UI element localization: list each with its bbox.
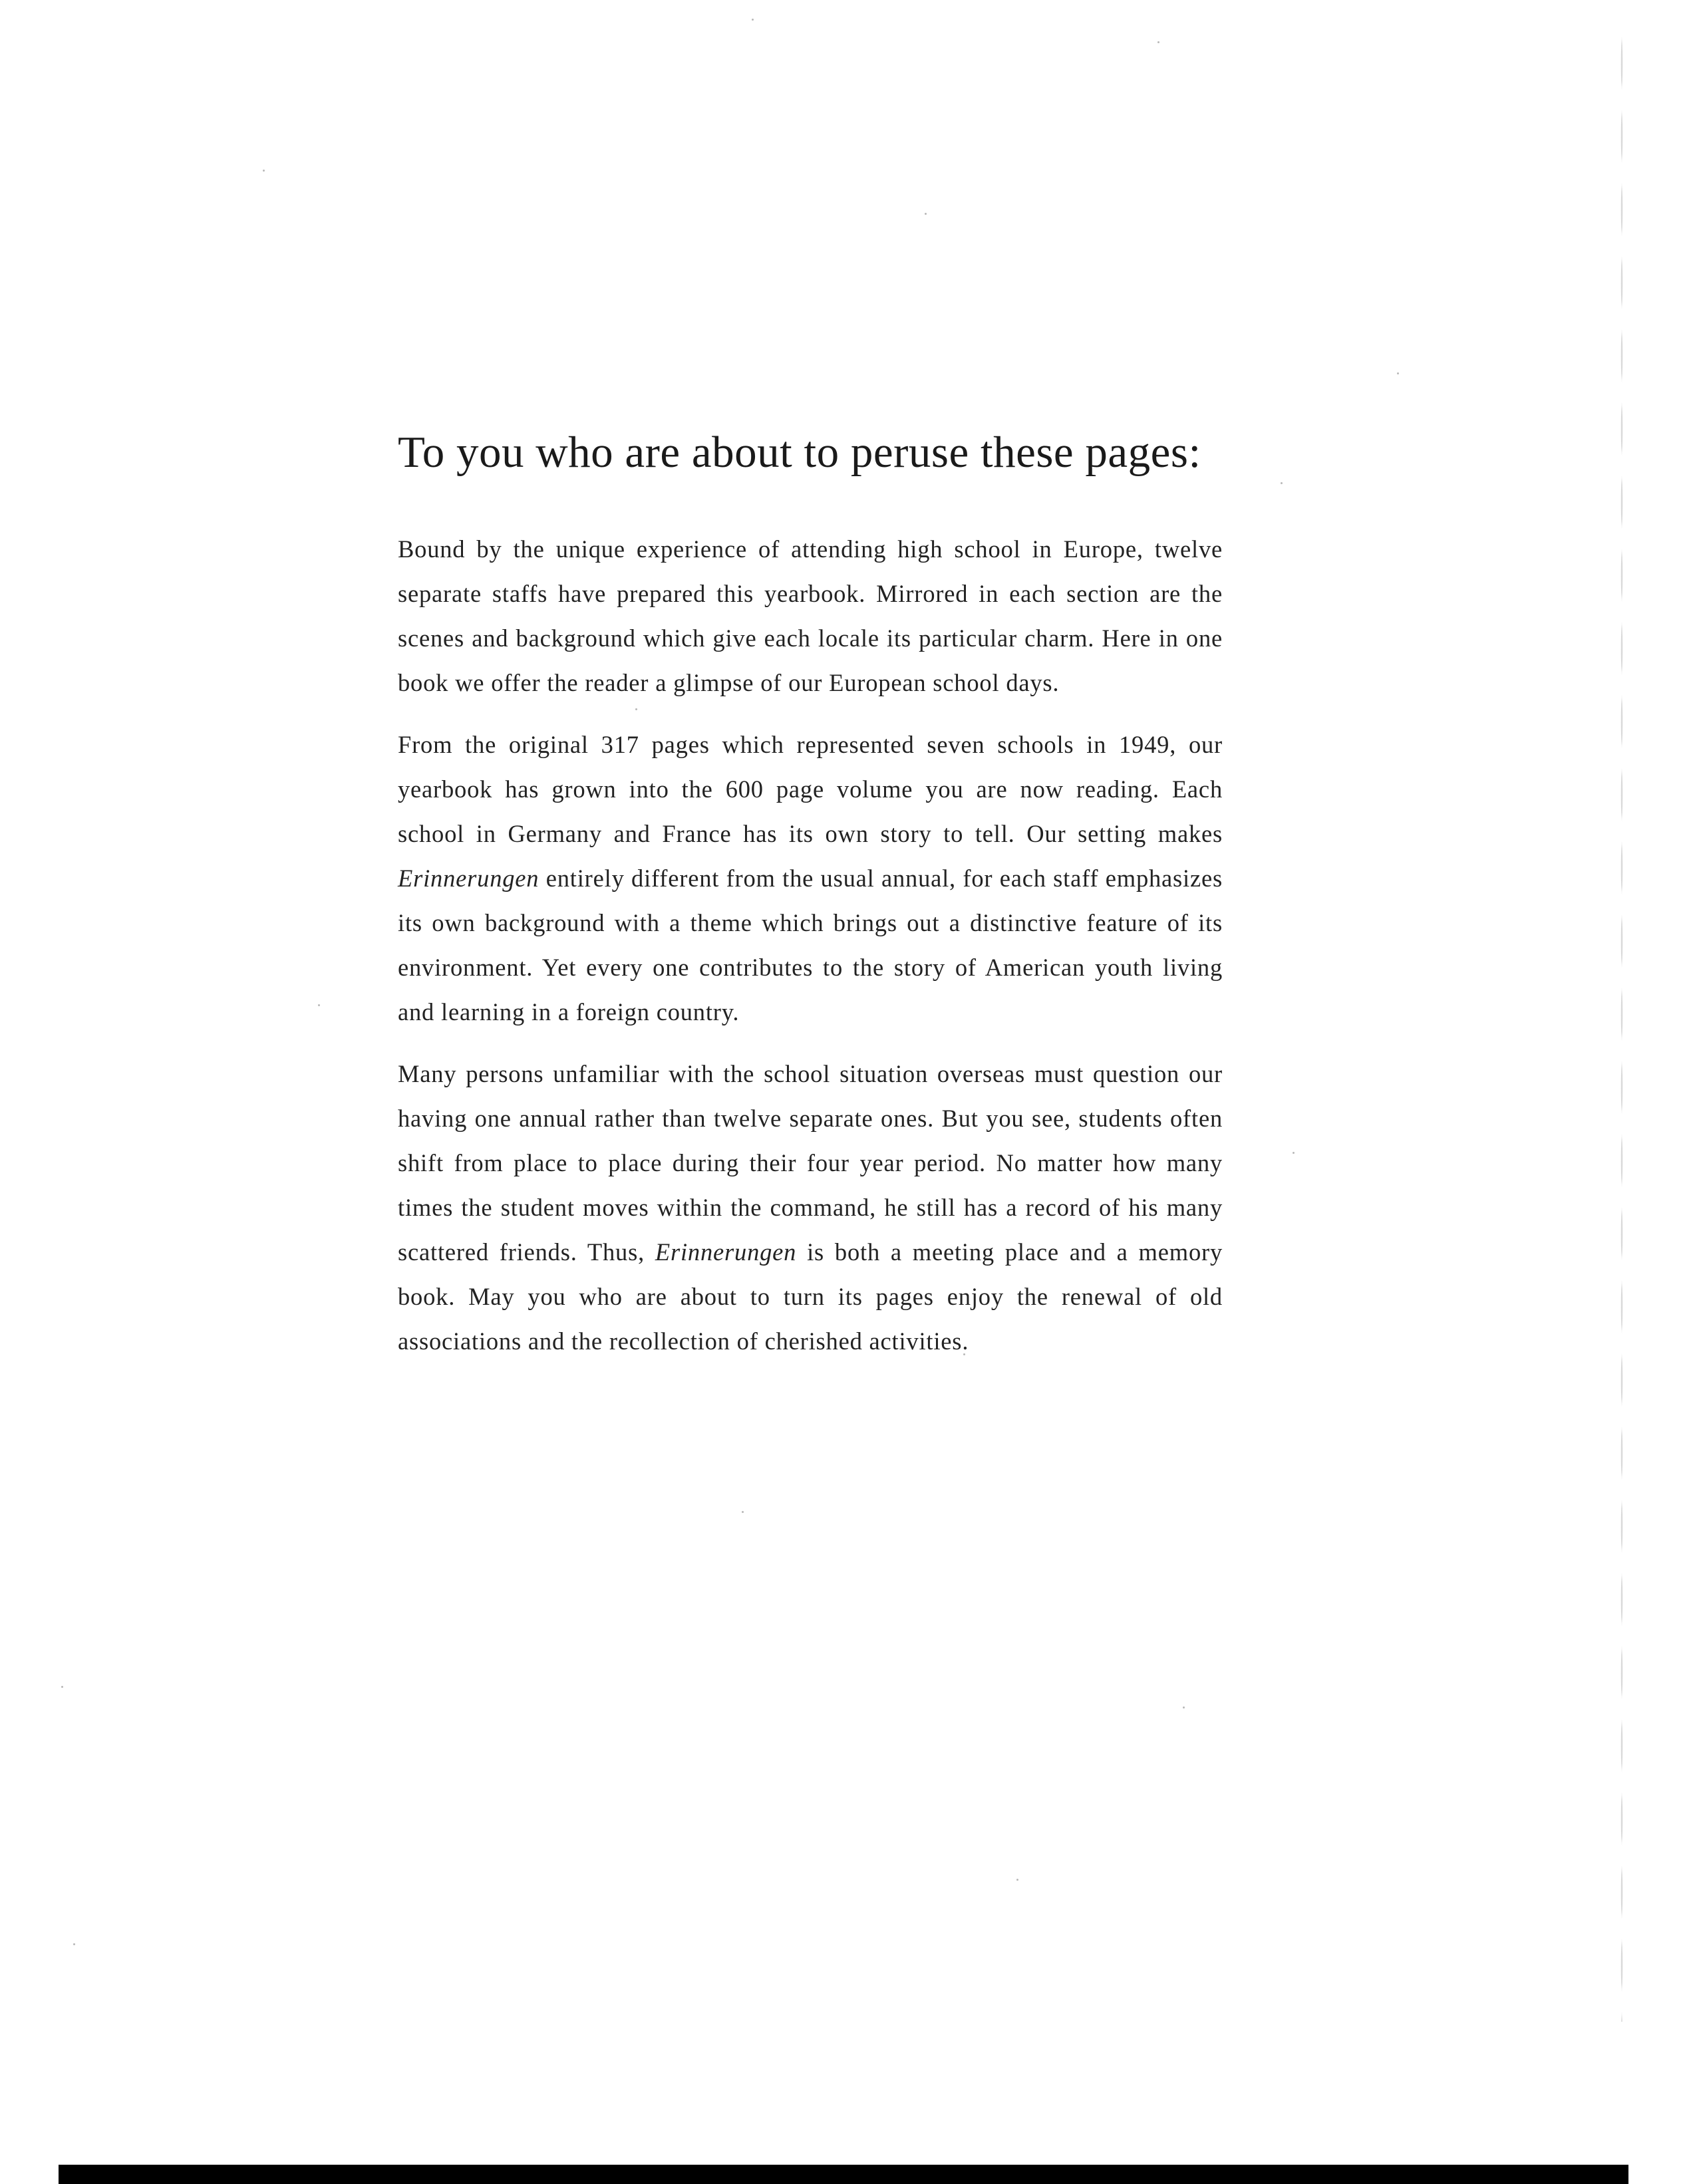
scan-speck: [925, 213, 927, 215]
scan-speck: [1183, 1706, 1185, 1708]
scan-speck: [742, 1511, 744, 1513]
scan-speck: [61, 1686, 63, 1688]
scan-speck: [73, 1943, 75, 1945]
paragraph-2-text-end: entirely different from the usual annual, for each staff emphasizes its own background with a theme which brings out a distinctive feature of its environment. Yet every one contributes to the story of American youth living and learning in a foreign country.: [398, 865, 1223, 1025]
scan-speck: [1016, 1879, 1018, 1881]
scan-speck: [752, 19, 754, 21]
paragraph-3-italic-title: Erinnerungen: [655, 1238, 797, 1266]
paragraph-3: [398, 1051, 1223, 1363]
bottom-black-bar: [59, 2165, 1628, 2184]
scan-speck: [1157, 41, 1159, 43]
scan-speck: [1397, 372, 1399, 374]
paragraph-3-text-end: is both a meeting place and a memory book. May you who are about to turn its pages enjoy the renewal of old associations and the recollection of cherished activities.: [398, 1238, 1223, 1355]
page-title: To you who are about to peruse these pages:: [398, 428, 1201, 477]
paragraph-2: [398, 722, 1223, 1034]
scan-speck: [263, 170, 265, 172]
scan-speck: [1293, 1152, 1295, 1154]
paragraph-3-text-start: Many persons unfamiliar with the school situation overseas must question our having one annual rather than twelve separate ones. But you see, students often shift from place to place during their four year period. No matter how many times the student moves within the command, he still has a record of his many scattered friends. Thus,: [398, 1060, 1223, 1266]
paragraph-1: [398, 527, 1223, 705]
page-content: [398, 419, 1223, 1381]
scan-speck: [318, 1004, 320, 1006]
scan-speck: [1281, 482, 1283, 484]
paragraph-1-text: Bound by the unique experience of attending high school in Europe, twelve separate staffs have prepared this yearbook. Mirrored in each section are the scenes and background which give each locale its particular charm. Here in one book we offer the reader a glimpse of our European school days.: [398, 535, 1223, 696]
paragraph-2-italic-title: Erinnerungen: [398, 865, 539, 892]
scan-edge-specks: [1620, 27, 1623, 2022]
paragraph-2-text-start: From the original 317 pages which represented seven schools in 1949, our yearbook has grown into the 600 page volume you are now reading. Each school in Germany and France has its own story to tell. Our setting makes: [398, 731, 1223, 847]
